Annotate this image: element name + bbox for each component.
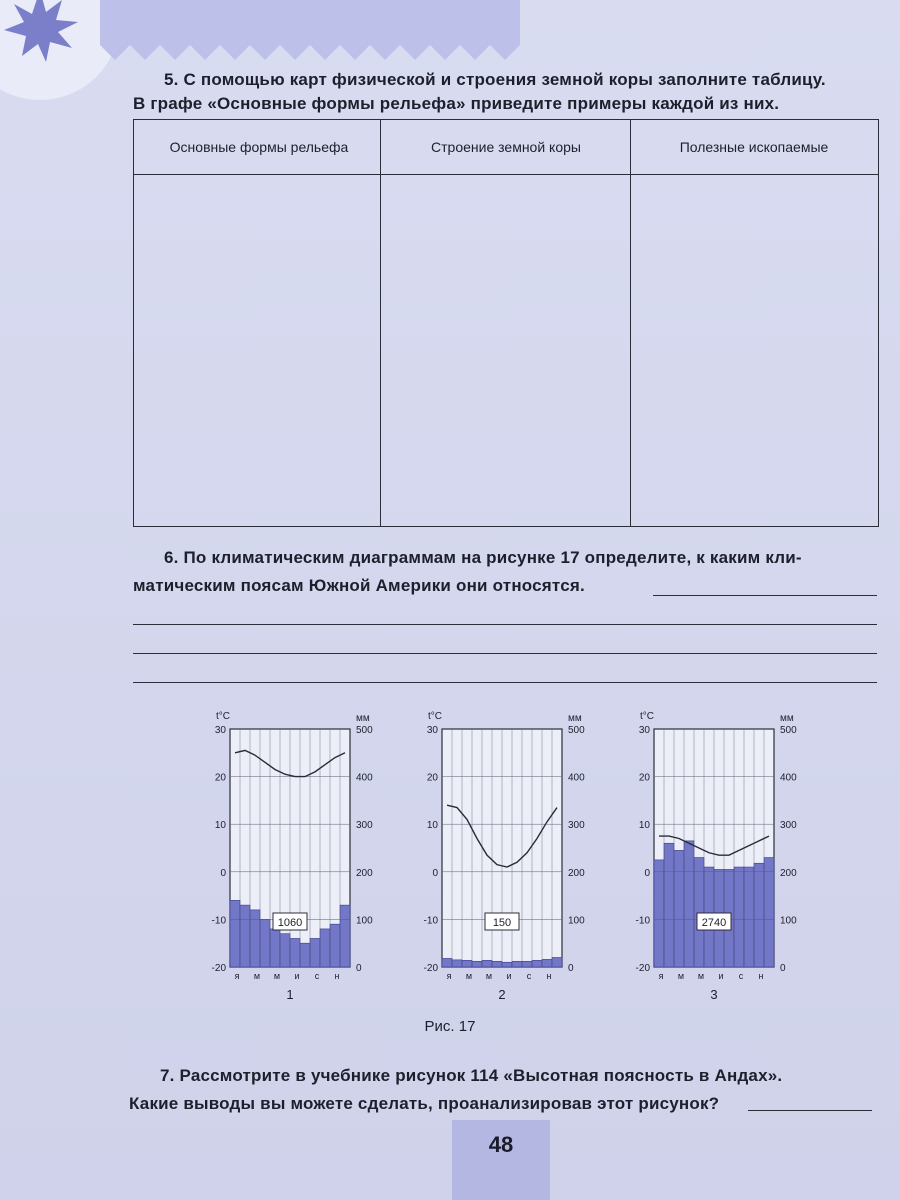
task-7-number: 7. [160, 1066, 175, 1085]
precipitation-tick-label: 100 [568, 915, 585, 927]
precipitation-bar [684, 841, 694, 967]
precipitation-bar [462, 960, 472, 967]
month-label: м [253, 971, 261, 981]
precipitation-total: 150 [492, 917, 512, 929]
temperature-tick-label: 30 [214, 725, 226, 736]
table-header-minerals: Полезные ископаемые [679, 139, 829, 155]
precipitation-axis-label: мм [780, 713, 794, 724]
zigzag-decoration [100, 0, 520, 70]
month-label: н [546, 971, 552, 981]
precipitation-bar [654, 860, 664, 967]
relief-table [133, 119, 879, 527]
precipitation-bar [472, 961, 482, 967]
temperature-tick-label: 20 [214, 772, 226, 784]
precipitation-bar [452, 960, 462, 967]
precipitation-tick-label: 0 [780, 963, 786, 974]
answer-line[interactable] [133, 624, 877, 625]
task-7-text-line2 [129, 1092, 749, 1116]
precipitation-tick-label: 400 [356, 772, 373, 784]
temperature-tick-label: 0 [432, 867, 438, 879]
task-5-number: 5. [164, 70, 179, 89]
temperature-tick-label: -10 [635, 915, 650, 927]
task-6-text [164, 546, 884, 570]
answer-line[interactable] [748, 1110, 872, 1111]
task-5-text-line2 [133, 92, 873, 116]
task-7-line2: Какие выводы вы можете сделать, проанализировав этот рисунок? [129, 1094, 720, 1113]
chart-number-label: 2 [498, 987, 506, 1002]
month-label: м [273, 971, 281, 981]
answer-line[interactable] [653, 595, 877, 596]
temperature-tick-label: -20 [211, 963, 226, 974]
precipitation-tick-label: 400 [780, 772, 797, 784]
month-label: м [697, 971, 705, 981]
precipitation-tick-label: 500 [356, 725, 373, 736]
temperature-axis-label: t°C [640, 711, 654, 722]
month-label: с [526, 971, 532, 981]
precipitation-bar [280, 934, 290, 967]
task-5-text [164, 68, 884, 92]
temperature-tick-label: 10 [214, 820, 226, 832]
table-header-relief: Основные формы рельефа [169, 139, 349, 155]
precipitation-bar [664, 843, 674, 967]
precipitation-axis-label: мм [356, 713, 370, 724]
task-5-line1: С помощью карт физической и строения земной коры заполните таблицу. [183, 70, 826, 89]
task-6-number: 6. [164, 548, 179, 567]
precipitation-axis-label: мм [568, 713, 582, 724]
task-5-line2: В графе «Основные формы рельефа» приведите примеры каждой из них. [133, 94, 780, 113]
precipitation-bar [310, 938, 320, 967]
precipitation-tick-label: 300 [568, 820, 585, 832]
precipitation-bar [482, 960, 492, 967]
precipitation-bar [502, 962, 512, 967]
precipitation-bar [694, 858, 704, 967]
temperature-tick-label: -10 [211, 915, 226, 927]
precipitation-bar [300, 943, 310, 967]
precipitation-bar [744, 867, 754, 967]
precipitation-tick-label: 200 [568, 867, 585, 879]
month-label: я [234, 971, 240, 981]
temperature-tick-label: 30 [638, 725, 650, 736]
temperature-tick-label: 30 [426, 725, 438, 736]
precipitation-bar [290, 938, 300, 967]
decorative-header [0, 0, 900, 70]
task-6-text-line2 [133, 574, 653, 598]
precipitation-bar [270, 929, 280, 967]
precipitation-total: 1060 [277, 917, 303, 929]
month-label: с [738, 971, 744, 981]
precipitation-bar [330, 924, 340, 967]
month-label: и [294, 971, 300, 981]
precipitation-total: 2740 [701, 917, 727, 929]
precipitation-bar [250, 910, 260, 967]
temperature-tick-label: -10 [423, 915, 438, 927]
month-label: м [485, 971, 493, 981]
precipitation-tick-label: 200 [356, 867, 373, 879]
temperature-tick-label: 10 [426, 820, 438, 832]
table-cell-relief[interactable] [134, 176, 379, 526]
temperature-tick-label: 20 [426, 772, 438, 784]
precipitation-bar [512, 961, 522, 967]
precipitation-bar [754, 863, 764, 967]
precipitation-bar [764, 858, 774, 967]
precipitation-bar [734, 867, 744, 967]
task-6-line2: матическим поясам Южной Америки они относятся. [133, 576, 585, 595]
precipitation-tick-label: 300 [780, 820, 797, 832]
precipitation-bar [320, 929, 330, 967]
answer-line[interactable] [133, 682, 877, 683]
temperature-axis-label: t°C [428, 711, 442, 722]
precipitation-tick-label: 0 [356, 963, 362, 974]
table-divider-2 [630, 120, 631, 526]
precipitation-tick-label: 400 [568, 772, 585, 784]
table-cell-crust[interactable] [382, 176, 628, 526]
table-header-crust: Строение земной коры [431, 139, 581, 155]
temperature-tick-label: 0 [220, 867, 226, 879]
answer-line[interactable] [133, 653, 877, 654]
month-label: и [718, 971, 724, 981]
precipitation-bar [442, 958, 452, 967]
task-7-text [160, 1064, 880, 1088]
temperature-axis-label: t°C [216, 711, 230, 722]
climate-diagrams [190, 700, 797, 1020]
month-label: я [446, 971, 452, 981]
precipitation-bar [340, 905, 350, 967]
table-cell-minerals[interactable] [632, 176, 878, 526]
page-number: 48 [488, 1132, 514, 1157]
chart-number-label: 1 [286, 987, 294, 1002]
task-7-line1: Рассмотрите в учебнике рисунок 114 «Высотная поясность в Андах». [179, 1066, 783, 1085]
month-label: с [314, 971, 320, 981]
precipitation-tick-label: 100 [356, 915, 373, 927]
temperature-tick-label: -20 [635, 963, 650, 974]
month-label: н [334, 971, 340, 981]
precipitation-bar [522, 961, 532, 967]
precipitation-tick-label: 300 [356, 820, 373, 832]
month-label: м [465, 971, 473, 981]
task-6-line1: По климатическим диаграммам на рисунке 17 определите, к каким кли- [183, 548, 802, 567]
precipitation-bar [240, 905, 250, 967]
precipitation-tick-label: 200 [780, 867, 797, 879]
month-label: н [758, 971, 764, 981]
table-divider-1 [380, 120, 381, 526]
month-label: и [506, 971, 512, 981]
precipitation-bar [230, 900, 240, 967]
month-label: я [658, 971, 664, 981]
precipitation-bar [260, 919, 270, 967]
star-icon [0, 0, 80, 60]
precipitation-bar [492, 961, 502, 967]
precipitation-tick-label: 0 [568, 963, 574, 974]
temperature-tick-label: 0 [644, 867, 650, 879]
temperature-tick-label: 10 [638, 820, 650, 832]
chart-number-label: 3 [710, 987, 718, 1002]
month-label: м [677, 971, 685, 981]
figure-caption: Рис. 17 [424, 1018, 476, 1035]
precipitation-tick-label: 500 [568, 725, 585, 736]
temperature-tick-label: 20 [638, 772, 650, 784]
precipitation-bar [552, 957, 562, 967]
precipitation-tick-label: 500 [780, 725, 797, 736]
precipitation-tick-label: 100 [780, 915, 797, 927]
temperature-tick-label: -20 [423, 963, 438, 974]
precipitation-bar [532, 960, 542, 967]
precipitation-bar [674, 850, 684, 967]
precipitation-bar [542, 959, 552, 967]
